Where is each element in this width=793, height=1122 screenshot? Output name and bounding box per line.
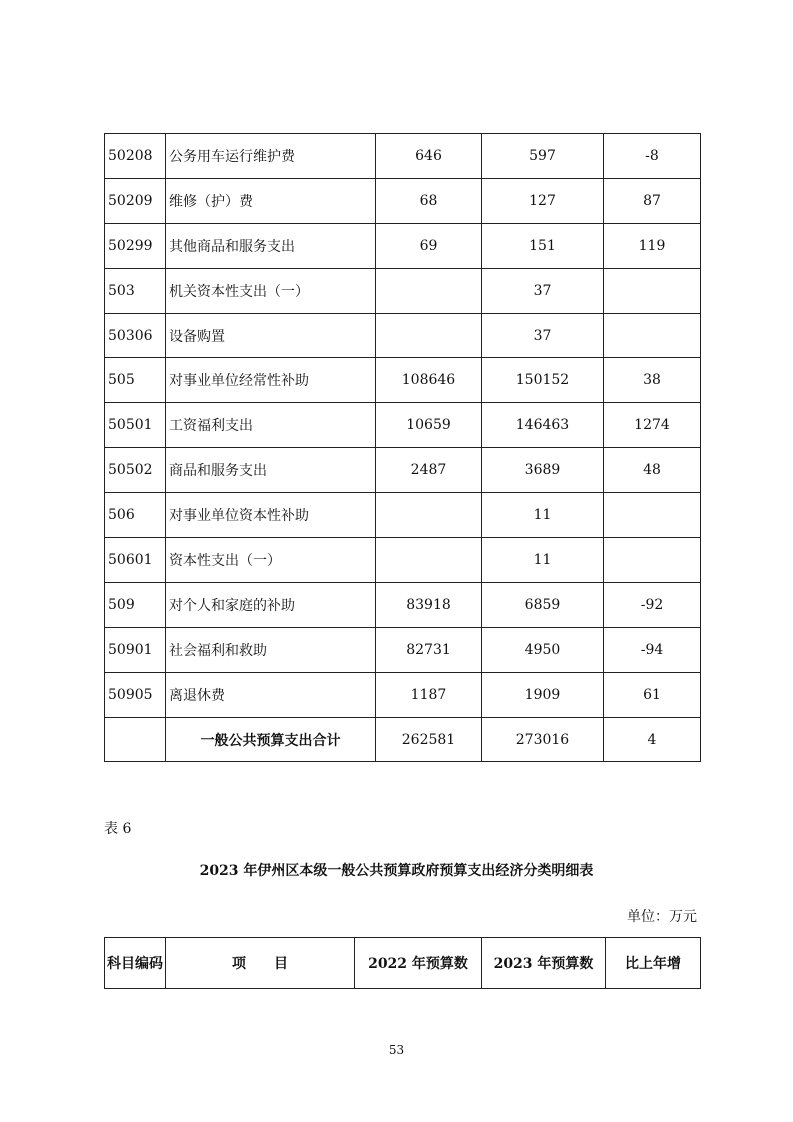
row-2023-budget: 11 [482, 538, 604, 583]
table6-header [104, 937, 701, 989]
row-2023-budget: 37 [482, 313, 604, 358]
row-2022-budget [376, 313, 482, 358]
table-title: 2023 年伊州区本级一般公共预算政府预算支出经济分类明细表 [199, 863, 594, 879]
row-name: 离退休费 [166, 672, 376, 717]
row-code: 50306 [105, 313, 166, 358]
table-row [105, 178, 701, 223]
row-name: 商品和服务支出 [166, 448, 376, 493]
row-change [604, 313, 701, 358]
row-name: 对个人和家庭的补助 [166, 582, 376, 627]
row-change: 87 [604, 178, 701, 223]
row-2023-budget: 6859 [482, 582, 604, 627]
row-code: 509 [105, 582, 166, 627]
row-2023-budget: 146463 [482, 403, 604, 448]
row-2022-budget: 1187 [376, 672, 482, 717]
row-change: -92 [604, 582, 701, 627]
total-2023-budget: 273016 [482, 717, 604, 762]
row-code: 50209 [105, 178, 166, 223]
row-code: 50501 [105, 403, 166, 448]
row-code: 506 [105, 493, 166, 538]
total-code [105, 717, 166, 762]
row-2023-budget: 3689 [482, 448, 604, 493]
header-item: 项 目 [166, 938, 355, 989]
row-2023-budget: 4950 [482, 627, 604, 672]
row-name: 其他商品和服务支出 [166, 223, 376, 268]
table-row [105, 672, 701, 717]
table-row [105, 493, 701, 538]
table-row [105, 448, 701, 493]
row-2022-budget: 82731 [376, 627, 482, 672]
row-name: 资本性支出（一） [166, 538, 376, 583]
row-change: 1274 [604, 403, 701, 448]
row-2023-budget: 1909 [482, 672, 604, 717]
row-2023-budget: 11 [482, 493, 604, 538]
table-row [105, 538, 701, 583]
row-change: 38 [604, 358, 701, 403]
page-number: 53 [388, 1043, 405, 1057]
row-change [604, 538, 701, 583]
row-change: -8 [604, 134, 701, 179]
row-2022-budget: 68 [376, 178, 482, 223]
row-2022-budget: 69 [376, 223, 482, 268]
row-code: 50905 [105, 672, 166, 717]
total-change: 4 [604, 717, 701, 762]
row-name: 工资福利支出 [166, 403, 376, 448]
header-row [105, 938, 701, 989]
header-change: 比上年增 [606, 938, 701, 989]
row-code: 50502 [105, 448, 166, 493]
row-2022-budget: 108646 [376, 358, 482, 403]
row-code: 505 [105, 358, 166, 403]
table-row [105, 627, 701, 672]
row-2022-budget: 2487 [376, 448, 482, 493]
row-code: 503 [105, 268, 166, 313]
expenditure-table [104, 133, 701, 762]
row-change: 48 [604, 448, 701, 493]
row-change: 119 [604, 223, 701, 268]
row-change [604, 268, 701, 313]
row-2022-budget [376, 538, 482, 583]
table-row [105, 268, 701, 313]
row-2022-budget: 10659 [376, 403, 482, 448]
header-code: 科目编码 [105, 938, 166, 989]
row-2023-budget: 37 [482, 268, 604, 313]
table-row [105, 134, 701, 179]
row-change: -94 [604, 627, 701, 672]
row-2022-budget [376, 268, 482, 313]
row-change: 61 [604, 672, 701, 717]
row-2023-budget: 151 [482, 223, 604, 268]
row-name: 维修（护）费 [166, 178, 376, 223]
row-code: 50901 [105, 627, 166, 672]
row-name: 对事业单位资本性补助 [166, 493, 376, 538]
row-name: 社会福利和救助 [166, 627, 376, 672]
row-2023-budget: 597 [482, 134, 604, 179]
row-name: 公务用车运行维护费 [166, 134, 376, 179]
total-2022-budget: 262581 [376, 717, 482, 762]
total-name: 一般公共预算支出合计 [166, 717, 376, 762]
row-name: 机关资本性支出（一） [166, 268, 376, 313]
row-name: 对事业单位经常性补助 [166, 358, 376, 403]
table-row [105, 358, 701, 403]
total-row [105, 717, 701, 762]
row-2022-budget: 646 [376, 134, 482, 179]
header-2023-budget: 2023 年预算数 [482, 938, 606, 989]
row-code: 50601 [105, 538, 166, 583]
table-number: 表 6 [104, 821, 132, 837]
table-row [105, 313, 701, 358]
row-2022-budget [376, 493, 482, 538]
expenditure-table-body [105, 134, 701, 762]
row-name: 设备购置 [166, 313, 376, 358]
row-2022-budget: 83918 [376, 582, 482, 627]
row-2023-budget: 127 [482, 178, 604, 223]
table-row [105, 403, 701, 448]
row-code: 50299 [105, 223, 166, 268]
row-change [604, 493, 701, 538]
header-2022-budget: 2022 年预算数 [355, 938, 482, 989]
row-2023-budget: 150152 [482, 358, 604, 403]
unit-label: 单位：万元 [627, 909, 697, 925]
table-row [105, 582, 701, 627]
row-code: 50208 [105, 134, 166, 179]
table-row [105, 223, 701, 268]
